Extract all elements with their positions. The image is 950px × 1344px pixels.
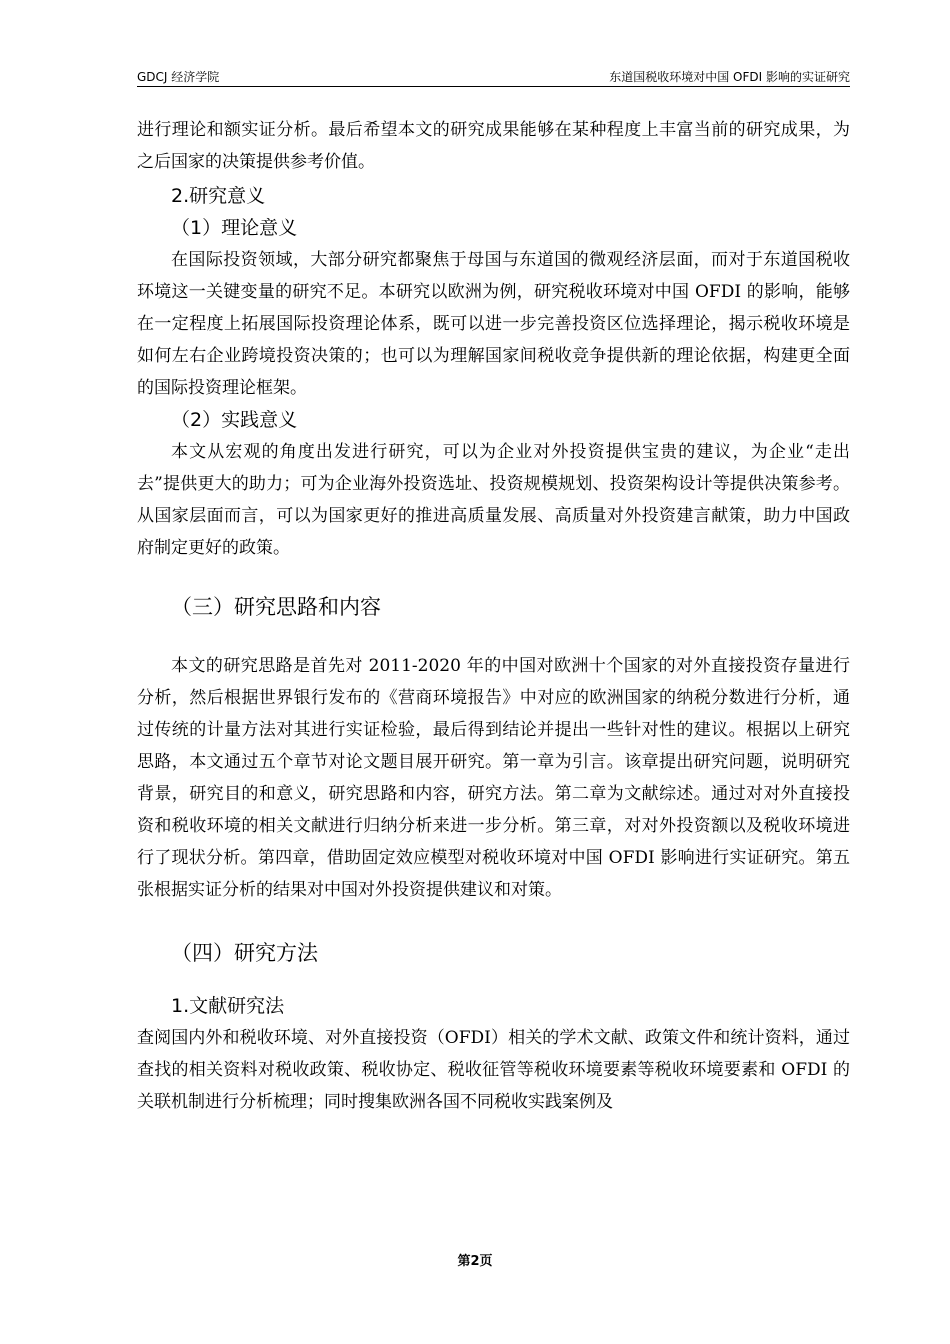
heading-research-ideas: （三）研究思路和内容 — [171, 595, 381, 619]
paragraph-research-ideas: 本文的研究思路是首先对 2011-2020 年的中国对欧洲十个国家的对外直接投资存量进行分析，然后根据世界银行发布的《营商环境报告》中对应的欧洲国家的纳税分数进行分析，通过传统的计量方法对其进行实证检验，最后得到结论并提出一些针对性的建议。根据以上研究思路，本文通过五个章节对论文题目展开研究。第一章为引言。该章提出研究问题，说明研究背景，研究目的和意义，研究思路和内容，研究方法。第二章为文献综述。通过对对外直接投资和税收环境的相关文献进行归纳分析来进一步分析。第三章，对对外投资额以及税收环境进行了现状分析。第四章，借助固定效应模型对税收环境对中国 OFDI 影响进行实证研究。第五张根据实证分析的结果对中国对外投资提供建议和对策。 — [137, 656, 850, 900]
heading-research-methods: （四）研究方法 — [171, 941, 318, 965]
heading-research-significance: 2.研究意义 — [171, 185, 266, 207]
header-institution: GDCJ 经济学院 — [137, 70, 220, 84]
header-paper-title: 东道国税收环境对中国 OFDI 影响的实证研究 — [609, 70, 850, 84]
paragraph-theoretical-significance: 在国际投资领域，大部分研究都聚焦于母国与东道国的微观经济层面，而对于东道国税收环境这一关键变量的研究不足。本研究以欧洲为例，研究税收环境对中国 OFDI 的影响，能够在一定程度上拓展国际投资理论体系，既可以进一步完善投资区位选择理论，揭示税收环境是如何左右企业跨境投资决策的；也可以为理解国家间税收竞争提供新的理论依据，构建更全面的国际投资理论框架。 — [137, 250, 850, 398]
page-number: 第2页 — [457, 1254, 493, 1269]
paragraph-practical-significance: 本文从宏观的角度出发进行研究，可以为企业对外投资提供宝贵的建议，为企业“走出去”提供更大的助力；可为企业海外投资选址、投资规模规划、投资架构设计等提供决策参考。从国家层面而言，可以为国家更好的推进高质量发展、高质量对外投资建言献策，助力中国政府制定更好的政策。 — [137, 442, 850, 558]
heading-practical-significance: （2）实践意义 — [171, 409, 298, 431]
paragraph-literature-method: 查阅国内外和税收环境、对外直接投资（OFDI）相关的学术文献、政策文件和统计资料，通过查找的相关资料对税收政策、税收协定、税收征管等税收环境要素等税收环境要素和 OFDI 的关联机制进行分析梳理；同时搜集欧洲各国不同税收实践案例及 — [137, 1028, 850, 1112]
heading-theoretical-significance: （1）理论意义 — [171, 217, 298, 239]
page-content — [137, 114, 850, 1118]
paragraph-intro: 进行理论和额实证分析。最后希望本文的研究成果能够在某种程度上丰富当前的研究成果，为之后国家的决策提供参考价值。 — [137, 120, 850, 172]
page-header — [137, 66, 850, 87]
heading-literature-method: 1.文献研究法 — [171, 995, 285, 1017]
